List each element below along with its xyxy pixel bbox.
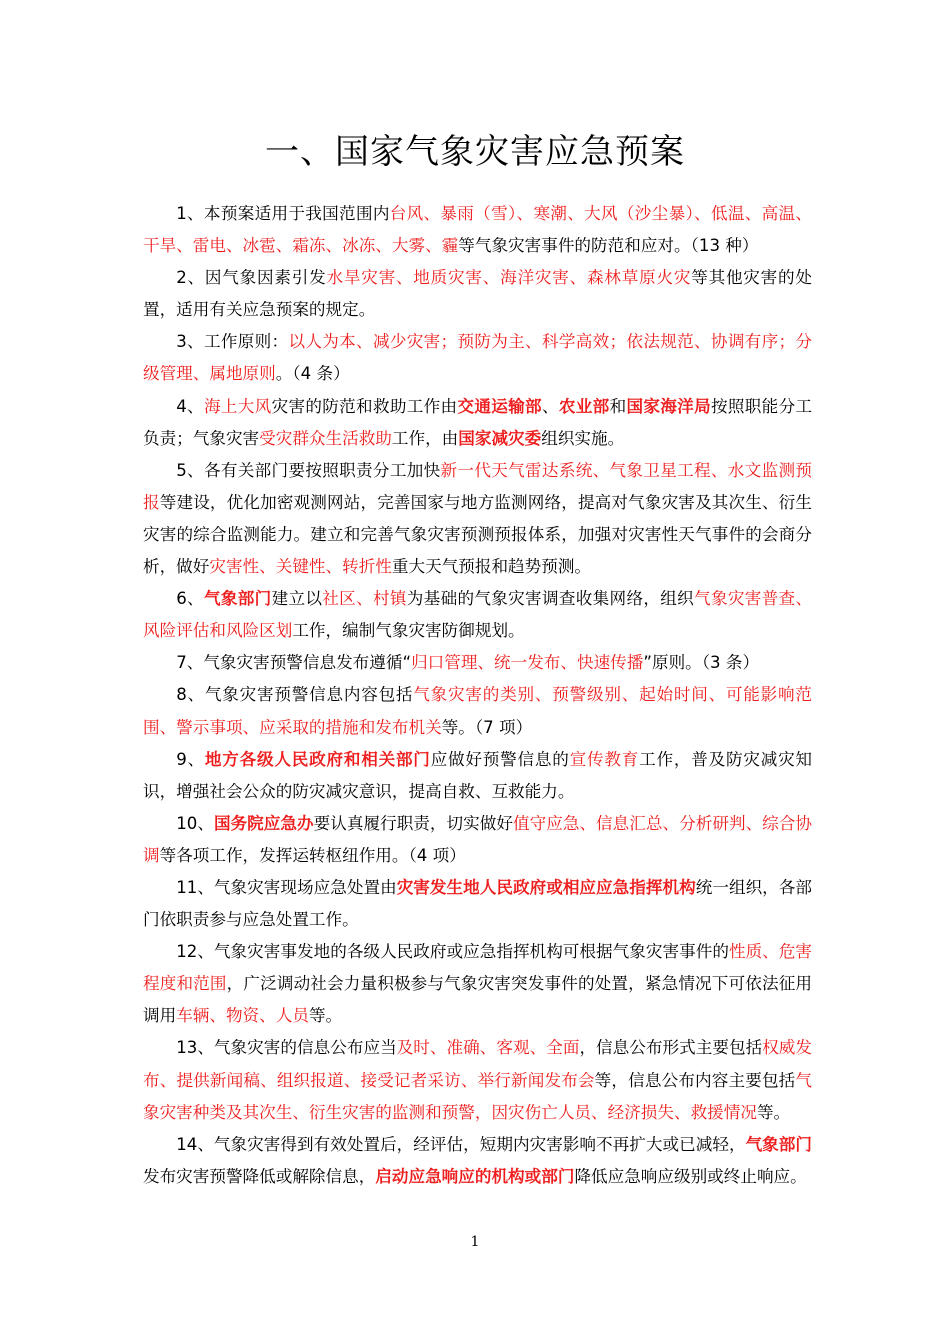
body-text: ，信息公布形式主要包括 — [579, 1038, 763, 1058]
body-text: 工作，普及防灾减灾知识，增强社会公众的防灾减灾意识，提高自救、互救能力。 — [143, 749, 813, 801]
paragraph-13 — [143, 1032, 812, 1128]
body-text: 13、气象灾害的信息公布应当 — [176, 1038, 397, 1058]
highlighted-text: 水旱灾害、地质灾害、海洋灾害、森林草原火灾 — [326, 268, 692, 288]
body-text: 11、气象灾害现场应急处置由 — [176, 877, 397, 897]
highlighted-text: 气象部门 — [745, 1134, 812, 1154]
highlighted-text: 气象部门 — [203, 589, 272, 609]
paragraph-2 — [143, 262, 812, 326]
body-text: 等气象灾害事件的防范和应对。（13 种） — [458, 236, 759, 256]
body-text: ，广泛调动社会力量积极参与气象灾害突发事件的处置，紧急情况下可依法征用调用 — [143, 974, 813, 1026]
body-text: 5、各有关部门要按照职责分工加快 — [176, 460, 441, 480]
body-text: 1、本预案适用于我国范围内 — [176, 204, 390, 223]
body-text: 等各项工作，发挥运转枢纽作用。（4 项） — [159, 845, 466, 865]
paragraph-7 — [143, 647, 812, 679]
highlighted-text: 台风、暴雨（雪）、寒潮、大风（沙尘暴）、低温、高温、干旱、雷电、冰雹、霜冻、冰冻、大雾、霾 — [143, 204, 812, 256]
body-text: 等建设，优化加密观测网站，完善国家与地方监测网络，提高对气象灾害及其次生、衍生灾害的综合监测能力。建立和完善气象灾害预测预报体系，加强对灾害性天气事件的会商分析，做好 — [143, 492, 813, 577]
highlighted-text: 气象灾害种类及其次生、衍生灾害的监测和预警，因灾伤亡人员、经济损失、救援情况 — [143, 1070, 813, 1122]
body-text: 统一组织，各部门依职责参与应急处置工作。 — [143, 877, 813, 930]
paragraph-6 — [143, 583, 812, 647]
paragraph-12 — [143, 936, 812, 1032]
body-text: 为基础的气象灾害调查收集网络，组织 — [406, 589, 695, 609]
highlighted-text: 启动应急响应的机构或部门 — [375, 1166, 575, 1186]
body-text: 等。 — [308, 1006, 343, 1026]
body-text: 和 — [609, 396, 627, 416]
paragraph-3 — [143, 326, 812, 390]
highlighted-text: 农业部 — [558, 396, 610, 416]
body-text: 建立以 — [271, 589, 323, 609]
highlighted-text: 气象灾害的类别、预警级别、起始时间、可能影响范围、警示事项、应采取的措施和发布机关 — [143, 685, 813, 737]
body-text: 重大天气预报和趋势预测。 — [391, 557, 592, 577]
body-text: 组织实施。 — [541, 428, 625, 448]
body-text: 应做好预警信息的 — [430, 749, 570, 769]
highlighted-text: 海上大风 — [203, 396, 272, 416]
paragraph-9 — [143, 744, 812, 808]
document-body — [143, 198, 812, 1193]
highlighted-text: 新一代天气雷达系统、气象卫星工程、水文监测预报 — [143, 460, 812, 512]
highlighted-text: 车辆、物资、人员 — [176, 1006, 309, 1026]
body-text: 6、 — [176, 589, 204, 609]
body-text: 2、因气象因素引发 — [176, 268, 327, 288]
body-text: 等其他灾害的处置，适用有关应急预案的规定。 — [143, 268, 813, 320]
body-text: 发布灾害预警降低或解除信息， — [143, 1166, 376, 1186]
body-text: 等。（7 项） — [441, 717, 533, 737]
body-text: 8、气象灾害预警信息内容包括 — [176, 685, 414, 705]
highlighted-text: 灾害发生地人民政府或相应应急指挥机构 — [396, 877, 696, 897]
highlighted-text: 性质、危害程度和范围 — [143, 942, 812, 994]
paragraph-10 — [143, 808, 812, 872]
body-text: 工作，由 — [391, 428, 459, 448]
body-text: 12、气象灾害事发地的各级人民政府或应急指挥机构可根据气象灾害事件的 — [176, 942, 729, 962]
body-text: 9、 — [176, 749, 205, 769]
body-text: 灾害的防范和救助工作由 — [271, 396, 458, 416]
body-text: 。（4 条） — [275, 364, 350, 384]
highlighted-text: 以人为本、减少灾害；预防为主、科学高效；依法规范、协调有序；分级管理、属地原则 — [143, 332, 813, 384]
highlighted-text: 权威发布、提供新闻稿、组织报道、接受记者采访、举行新闻发布会 — [143, 1038, 813, 1090]
highlighted-text: 社区、村镇 — [322, 589, 407, 609]
body-text: 14、气象灾害得到有效处置后，经评估，短期内灾害影响不再扩大或已减轻， — [176, 1134, 746, 1154]
body-text: 4、 — [176, 396, 204, 416]
paragraph-5 — [143, 455, 812, 583]
body-text: 降低应急响应级别或终止响应。 — [574, 1166, 807, 1186]
highlighted-text: 国家减灾委 — [458, 428, 542, 448]
highlighted-text: 国务院应急办 — [213, 813, 314, 833]
body-text: 10、 — [176, 813, 214, 833]
body-text: ”原则。（3 条） — [643, 653, 760, 673]
body-text: 按照职能分工负责；气象灾害 — [143, 396, 813, 448]
body-text: 、 — [541, 396, 559, 416]
page-number: 1 — [470, 1234, 480, 1250]
body-text: 等。 — [756, 1102, 791, 1122]
highlighted-text: 归口管理、统一发布、快速传播 — [411, 653, 644, 673]
highlighted-text: 交通运输部 — [457, 396, 542, 416]
highlighted-text: 宣传教育 — [569, 749, 640, 769]
body-text: 7、气象灾害预警信息发布遵循“ — [176, 653, 412, 673]
highlighted-text: 及时、准确、客观、全面 — [396, 1038, 580, 1058]
paragraph-4 — [143, 391, 812, 455]
highlighted-text: 值守应急、信息汇总、分析研判、综合协调 — [143, 813, 813, 865]
highlighted-text: 灾害性、关键性、转折性 — [209, 557, 392, 577]
paragraph-1 — [143, 198, 812, 262]
paragraph-11 — [143, 872, 812, 936]
body-text: 工作，编制气象灾害防御规划。 — [292, 621, 525, 641]
paragraph-8 — [143, 679, 812, 743]
body-text: 等，信息公布内容主要包括 — [594, 1070, 796, 1090]
page-title: 一、国家气象灾害应急预案 — [265, 131, 685, 172]
paragraph-14 — [143, 1129, 812, 1193]
highlighted-text: 气象灾害普查、风险评估和风险区划 — [143, 589, 813, 641]
body-text: 要认真履行职责，切实做好 — [313, 813, 513, 833]
highlighted-text: 地方各级人民政府和相关部门 — [204, 749, 431, 769]
highlighted-text: 国家海洋局 — [626, 396, 711, 416]
highlighted-text: 受灾群众生活救助 — [259, 428, 392, 448]
body-text: 3、工作原则： — [176, 332, 289, 352]
